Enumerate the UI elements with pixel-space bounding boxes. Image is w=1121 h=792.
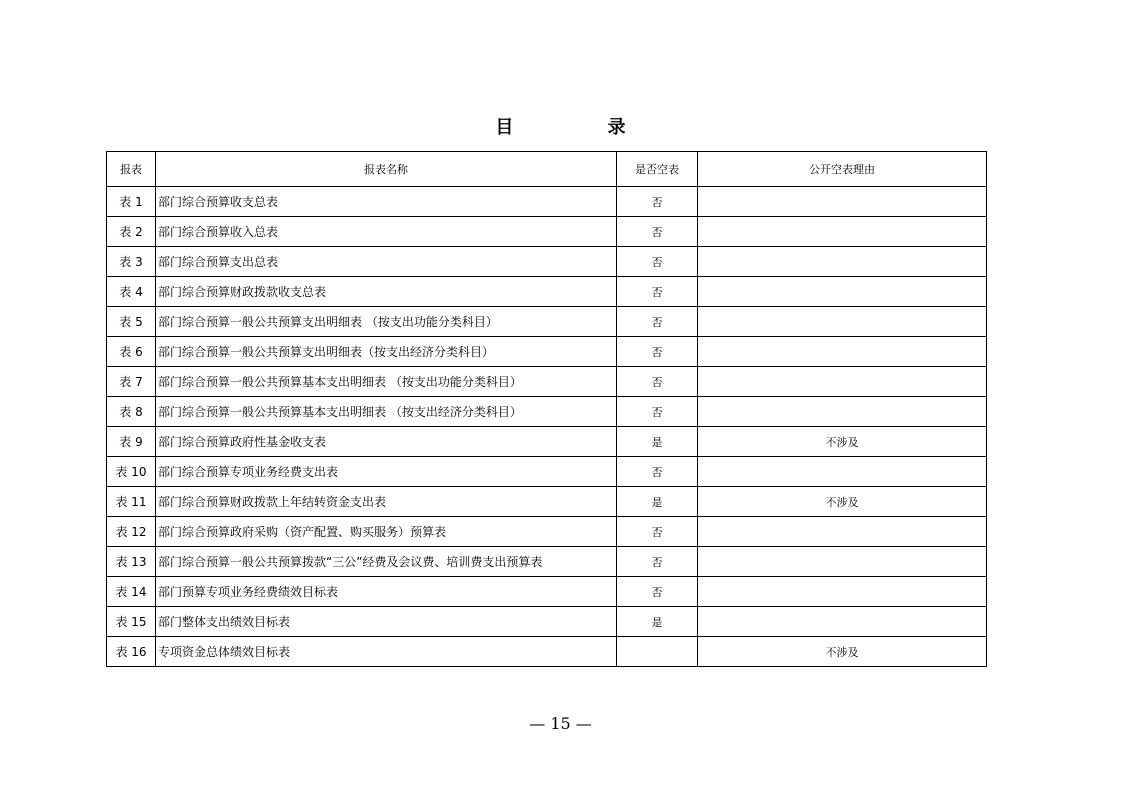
page-title: 目 录 <box>495 117 670 138</box>
row-empty: 否 <box>617 277 698 307</box>
table-row <box>107 307 987 337</box>
row-code: 表 4 <box>107 277 156 307</box>
row-empty: 否 <box>617 547 698 577</box>
row-name: 部门综合预算专项业务经费支出表 <box>156 457 617 487</box>
table-row <box>107 277 987 307</box>
row-empty: 是 <box>617 427 698 457</box>
row-name: 部门综合预算一般公共预算基本支出明细表 （按支出经济分类科目） <box>156 397 617 427</box>
row-reason: 不涉及 <box>698 427 987 457</box>
row-code: 表 2 <box>107 217 156 247</box>
row-name: 专项资金总体绩效目标表 <box>156 637 617 667</box>
row-code: 表 13 <box>107 547 156 577</box>
row-name: 部门整体支出绩效目标表 <box>156 607 617 637</box>
row-name: 部门综合预算收支总表 <box>156 187 617 217</box>
table-row <box>107 187 987 217</box>
row-empty <box>617 637 698 667</box>
row-reason <box>698 547 987 577</box>
row-name: 部门综合预算财政拨款上年结转资金支出表 <box>156 487 617 517</box>
row-reason <box>698 217 987 247</box>
row-code: 表 8 <box>107 397 156 427</box>
row-code: 表 9 <box>107 427 156 457</box>
table-row <box>107 517 987 547</box>
row-code: 表 15 <box>107 607 156 637</box>
row-empty: 否 <box>617 397 698 427</box>
row-reason <box>698 307 987 337</box>
table-row <box>107 337 987 367</box>
table-row <box>107 457 987 487</box>
row-code: 表 6 <box>107 337 156 367</box>
row-code: 表 11 <box>107 487 156 517</box>
row-reason <box>698 187 987 217</box>
row-reason <box>698 397 987 427</box>
row-empty: 是 <box>617 487 698 517</box>
row-reason <box>698 577 987 607</box>
row-name: 部门综合预算一般公共预算拨款“三公”经费及会议费、培训费支出预算表 <box>156 547 617 577</box>
row-empty: 否 <box>617 217 698 247</box>
table-row <box>107 637 987 667</box>
row-empty: 否 <box>617 187 698 217</box>
row-code: 表 16 <box>107 637 156 667</box>
row-name: 部门预算专项业务经费绩效目标表 <box>156 577 617 607</box>
table-row <box>107 217 987 247</box>
row-name: 部门综合预算一般公共预算支出明细表（按支出经济分类科目） <box>156 337 617 367</box>
row-reason: 不涉及 <box>698 637 987 667</box>
row-reason <box>698 457 987 487</box>
row-reason: 不涉及 <box>698 487 987 517</box>
header-reason: 公开空表理由 <box>698 152 987 187</box>
table-row <box>107 487 987 517</box>
table-row <box>107 577 987 607</box>
header-empty: 是否空表 <box>617 152 698 187</box>
row-code: 表 12 <box>107 517 156 547</box>
row-code: 表 1 <box>107 187 156 217</box>
row-reason <box>698 277 987 307</box>
row-name: 部门综合预算财政拨款收支总表 <box>156 277 617 307</box>
table-row <box>107 367 987 397</box>
row-empty: 否 <box>617 337 698 367</box>
row-empty: 否 <box>617 247 698 277</box>
row-code: 表 10 <box>107 457 156 487</box>
row-code: 表 7 <box>107 367 156 397</box>
row-empty: 是 <box>617 607 698 637</box>
table-row <box>107 427 987 457</box>
table-row <box>107 247 987 277</box>
row-empty: 否 <box>617 577 698 607</box>
table-row <box>107 397 987 427</box>
table-row <box>107 547 987 577</box>
header-name: 报表名称 <box>156 152 617 187</box>
table-header-row <box>107 152 987 187</box>
row-empty: 否 <box>617 307 698 337</box>
header-code: 报表 <box>107 152 156 187</box>
row-code: 表 3 <box>107 247 156 277</box>
table-row <box>107 607 987 637</box>
row-reason <box>698 337 987 367</box>
row-name: 部门综合预算支出总表 <box>156 247 617 277</box>
page-number: — 15 — <box>529 714 592 733</box>
row-name: 部门综合预算政府性基金收支表 <box>156 427 617 457</box>
row-reason <box>698 367 987 397</box>
row-reason <box>698 247 987 277</box>
row-empty: 否 <box>617 517 698 547</box>
toc-table <box>106 151 987 667</box>
row-empty: 否 <box>617 367 698 397</box>
row-name: 部门综合预算政府采购（资产配置、购买服务）预算表 <box>156 517 617 547</box>
row-code: 表 14 <box>107 577 156 607</box>
row-reason <box>698 607 987 637</box>
row-name: 部门综合预算一般公共预算基本支出明细表 （按支出功能分类科目） <box>156 367 617 397</box>
row-empty: 否 <box>617 457 698 487</box>
row-name: 部门综合预算一般公共预算支出明细表 （按支出功能分类科目） <box>156 307 617 337</box>
row-name: 部门综合预算收入总表 <box>156 217 617 247</box>
row-code: 表 5 <box>107 307 156 337</box>
row-reason <box>698 517 987 547</box>
